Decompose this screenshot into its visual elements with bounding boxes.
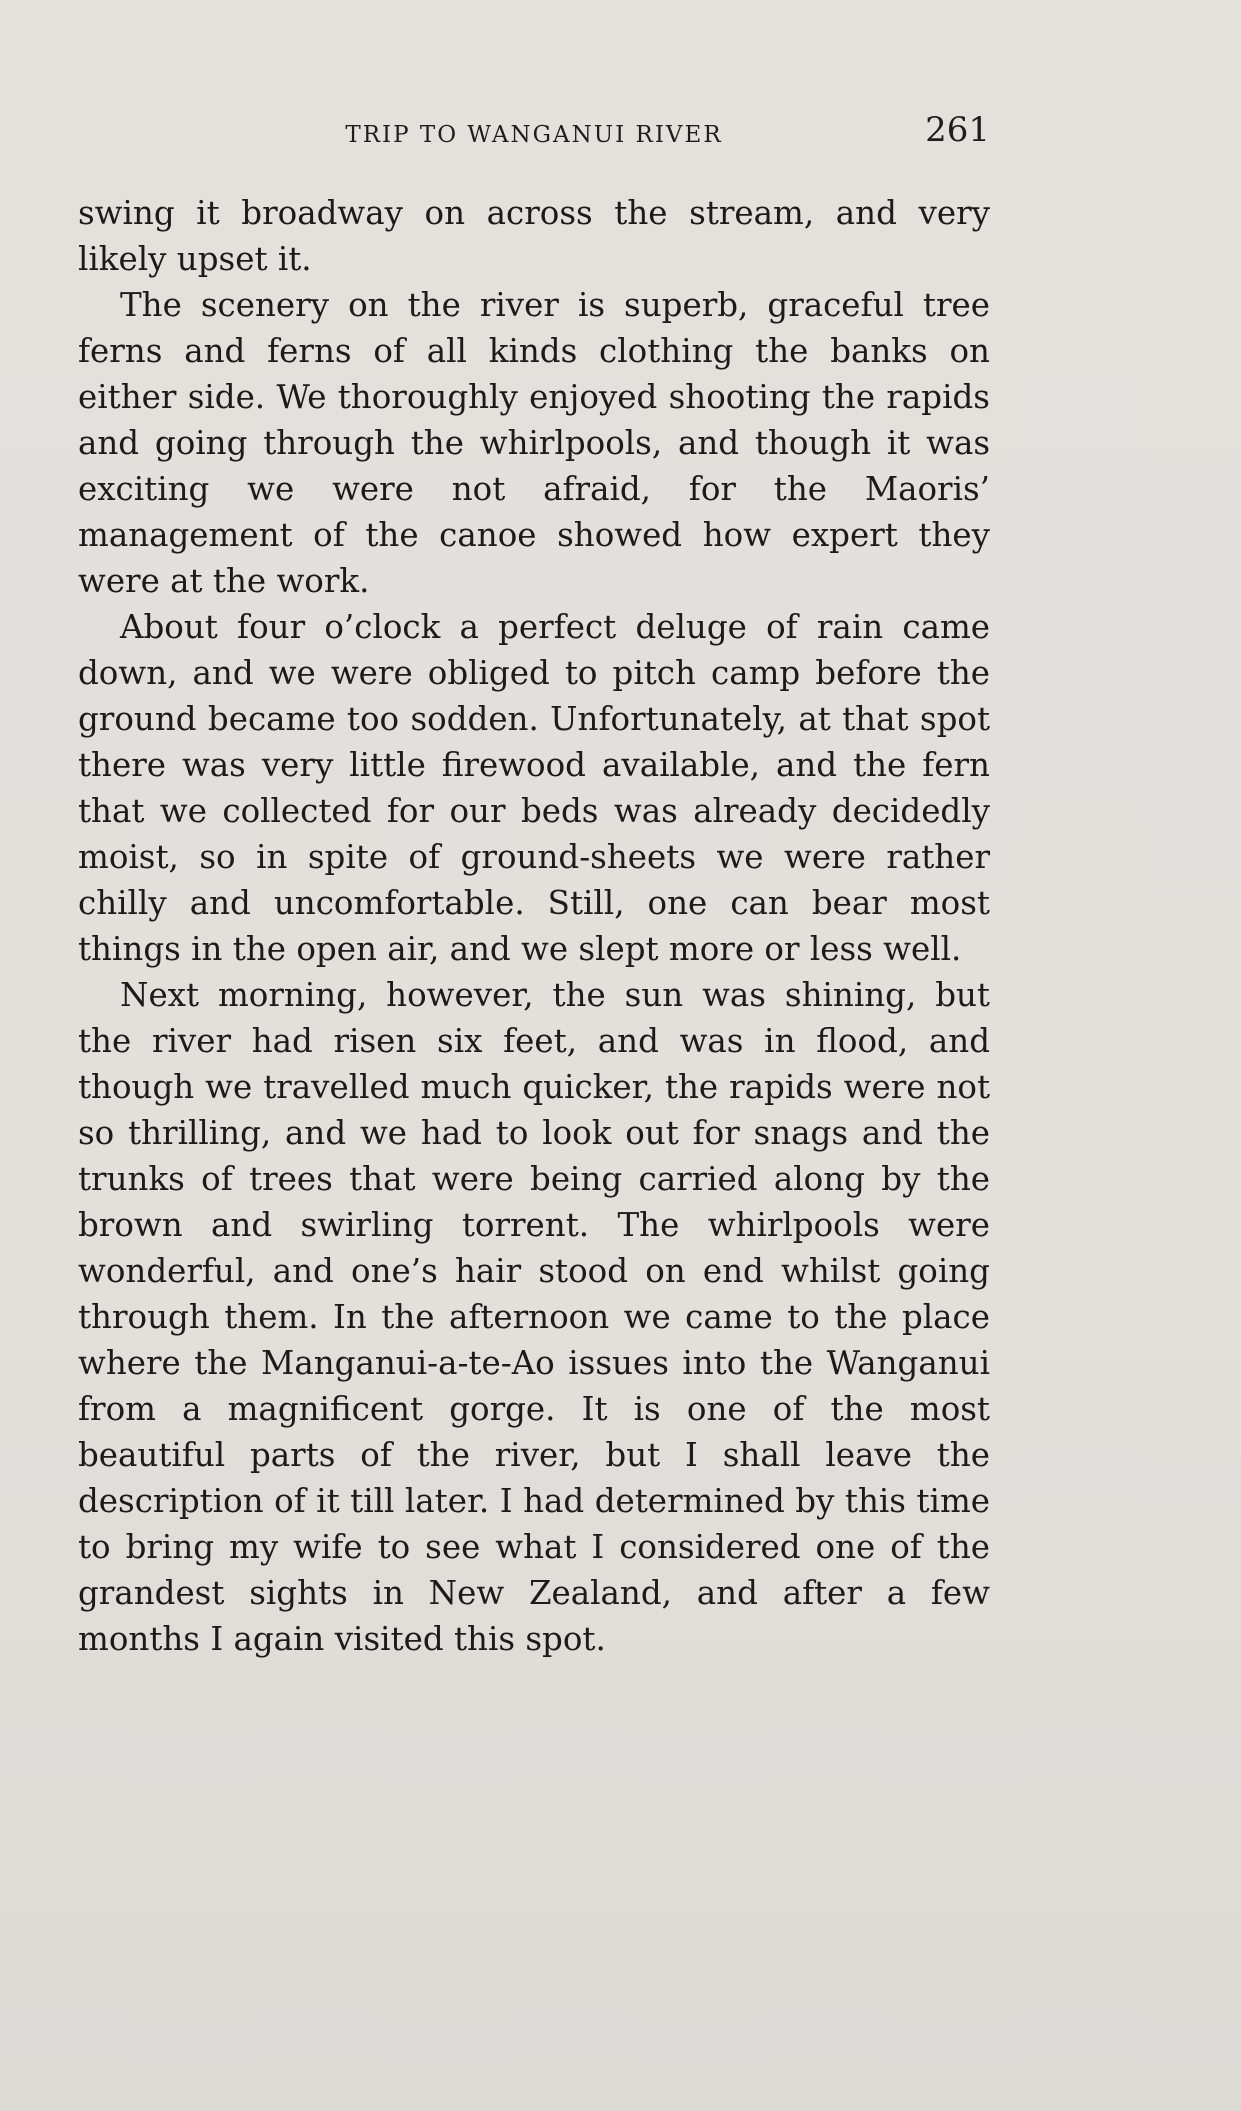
running-title: TRIP TO WANGANUI RIVER	[345, 122, 723, 148]
paragraph-continuation: swing it broadway on across the stream, and very likely upset it.	[78, 194, 990, 278]
paragraph-rain-camp: About four o’clock a perfect deluge of rain came down, and we were obliged to pitch camp before the ground became too sodden. Unfortunately, at that spot there was very little firewood available, and the fern that we collected for our beds was already decidedly moist, so in spite of ground-sheets we were rather chilly and uncomfortable. Still, one can bear most things in the open air, and we slept more or less well.	[78, 608, 990, 968]
body-text	[78, 190, 990, 1662]
page-number: 261	[925, 110, 990, 150]
running-head	[78, 108, 990, 156]
paragraph-next-morning: Next morning, however, the sun was shining, but the river had risen six feet, and was in flood, and though we travelled much quicker, the rapids were not so thrilling, and we had to look out for snags and the trunks of trees that were being carried along by the brown and swirling torrent. The whirlpools were wonderful, and one’s hair stood on end whilst going through them. In the afternoon we came to the place where the Manganui-a-te-Ao issues into the Wanganui from a magnificent gorge. It is one of the most beautiful parts of the river, but I shall leave the description of it till later. I had determined by this time to bring my wife to see what I considered one of the grandest sights in New Zealand, and after a few months I again visited this spot.	[78, 976, 990, 1658]
paragraph-scenery: The scenery on the river is superb, graceful tree ferns and ferns of all kinds clothing the banks on either side. We thoroughly enjoyed shooting the rapids and going through the whirlpools, and though it was exciting we were not afraid, for the Maoris’ management of the canoe showed how expert they were at the work.	[78, 286, 990, 600]
